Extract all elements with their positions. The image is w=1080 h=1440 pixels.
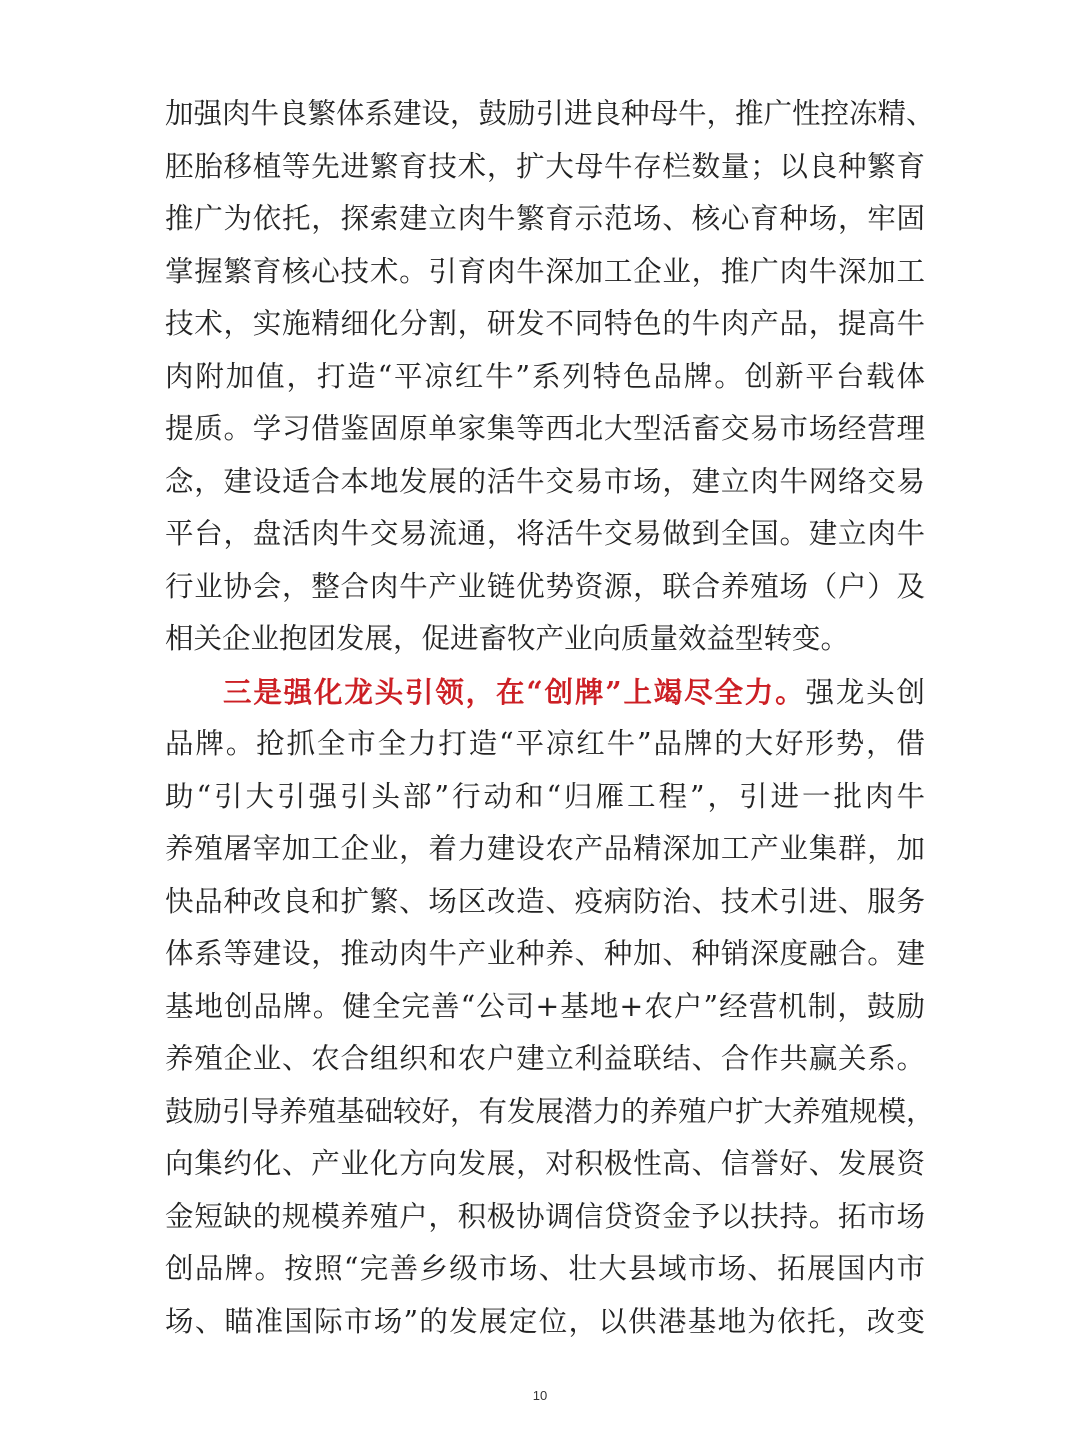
body-text (165, 88, 935, 1348)
text-line: 品牌。抢抓全市全力打造“平凉红牛”品牌的大好形势，借 (165, 727, 925, 760)
heading-line-rest: 强龙头创 (805, 675, 925, 709)
section-heading: 三是强化龙头引领，在“创牌”上竭尽全力。 (223, 674, 806, 709)
text-line: 养殖屠宰加工企业，着力建设农产品精深加工产业集群，加 (165, 832, 925, 865)
text-line: 向集约化、产业化方向发展，对积极性高、信誉好、发展资 (165, 1147, 925, 1180)
text-line: 养殖企业、农合组织和农户建立利益联结、合作共赢关系。 (165, 1042, 925, 1075)
text-line: 行业协会，整合肉牛产业链优势资源，联合养殖场（户）及 (165, 569, 925, 603)
text-line: 创品牌。按照“完善乡级市场、壮大县域市场、拓展国内市 (165, 1252, 925, 1285)
text-line: 平台，盘活肉牛交易流通，将活牛交易做到全国。建立肉牛 (165, 517, 925, 550)
text-line: 念，建设适合本地发展的活牛交易市场，建立肉牛网络交易 (165, 464, 925, 498)
text-line: 加强肉牛良繁体系建设，鼓励引进良种母牛，推广性控冻精、 (165, 97, 935, 130)
paragraph-heading-line (165, 666, 925, 719)
text-line: 金短缺的规模养殖户，积极协调信贷资金予以扶持。拓市场 (165, 1199, 925, 1233)
text-line: 体系等建设，推动肉牛产业种养、种加、种销深度融合。建 (165, 937, 925, 970)
page-number: 10 (532, 1388, 548, 1403)
text-line: 技术，实施精细化分割，研发不同特色的牛肉产品，提高牛 (165, 307, 925, 340)
text-line: 助“引大引强引头部”行动和“归雁工程”，引进一批肉牛 (165, 779, 925, 813)
text-line: 场、瞄准国际市场”的发展定位，以供港基地为依托，改变 (165, 1304, 925, 1338)
text-line: 相关企业抱团发展，促进畜牧产业向质量效益型转变。 (165, 622, 850, 655)
text-line: 基地创品牌。健全完善“公司+基地+农户”经营机制，鼓励 (165, 989, 925, 1023)
text-line: 肉附加值，打造“平凉红牛”系列特色品牌。创新平台载体 (165, 359, 925, 393)
text-line: 提质。学习借鉴固原单家集等西北大型活畜交易市场经营理 (165, 412, 925, 445)
text-line: 鼓励引导养殖基础较好，有发展潜力的养殖户扩大养殖规模， (165, 1094, 935, 1128)
text-line: 快品种改良和扩繁、场区改造、疫病防治、技术引进、服务 (165, 884, 925, 918)
text-line: 胚胎移植等先进繁育技术，扩大母牛存栏数量；以良种繁育 (165, 149, 925, 183)
text-line: 掌握繁育核心技术。引育肉牛深加工企业，推广肉牛深加工 (165, 254, 925, 288)
text-line: 推广为依托，探索建立肉牛繁育示范场、核心育种场，牢固 (165, 202, 925, 235)
